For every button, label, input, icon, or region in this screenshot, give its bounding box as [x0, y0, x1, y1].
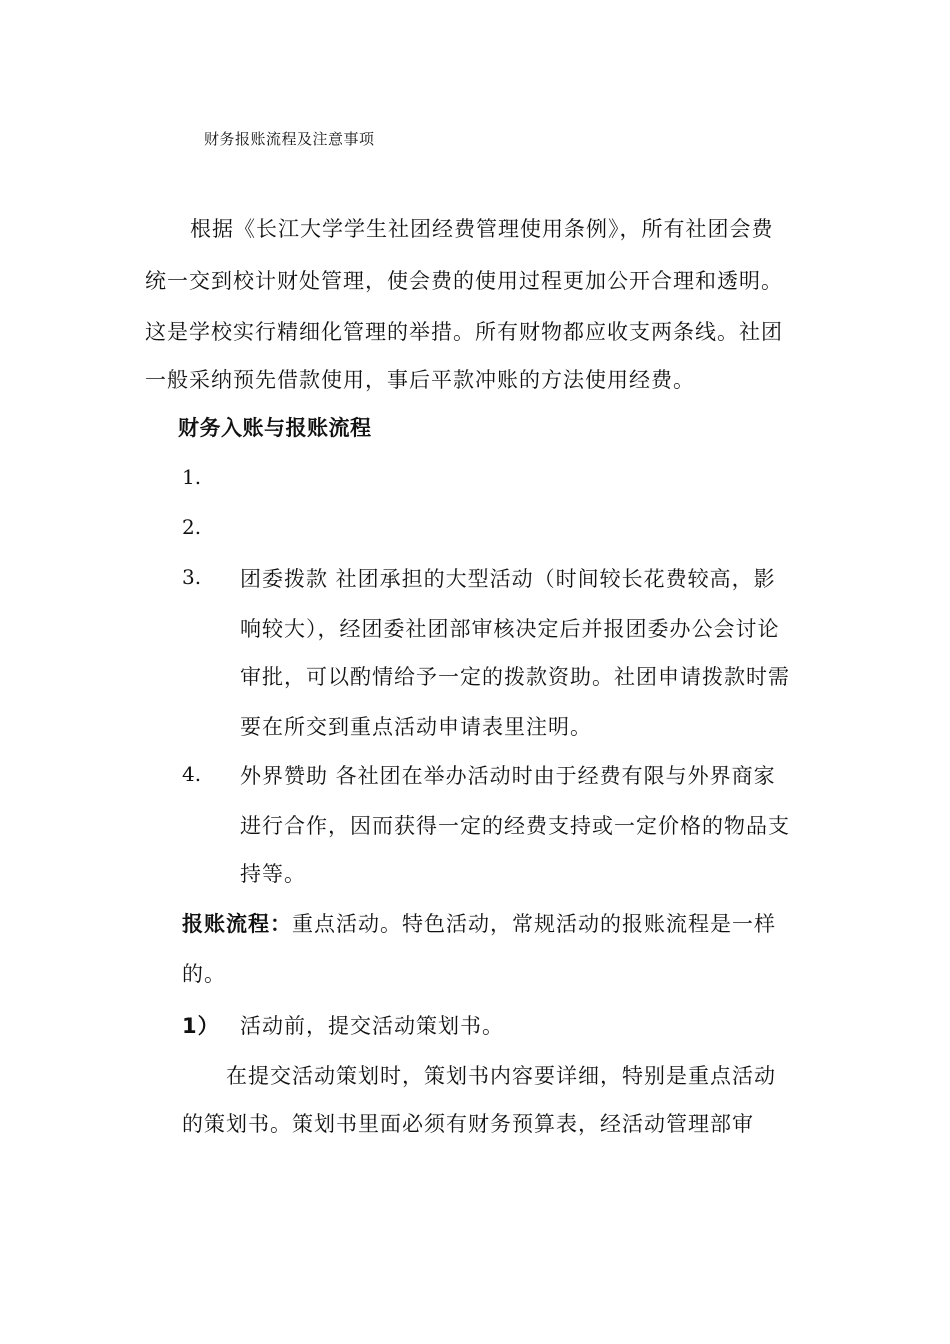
reimburse-label: 报账流程： — [182, 912, 292, 936]
step-1-text: 活动前，提交活动策划书。 — [240, 1014, 504, 1038]
step-1-body-line-2: 的策划书。策划书里面必须有财务预算表，经活动管理部审 — [182, 1112, 754, 1136]
reimburse-line-2: 的。 — [182, 962, 226, 986]
item-number-2: 2. — [182, 515, 202, 539]
item-4-line-1: 外界赞助 各社团在举办活动时由于经费有限与外界商家 — [240, 764, 776, 788]
item-3-line-3: 审批，可以酌情给予一定的拨款资助。社团申请拨款时需 — [240, 665, 790, 689]
intro-line-4: 一般采纳预先借款使用，事后平款冲账的方法使用经费。 — [145, 368, 695, 392]
section-heading: 财务入账与报账流程 — [178, 416, 372, 440]
step-1-body-line-1: 在提交活动策划时，策划书内容要详细，特别是重点活动 — [226, 1064, 776, 1088]
intro-line-3: 这是学校实行精细化管理的举措。所有财物都应收支两条线。社团 — [145, 320, 783, 344]
intro-line-2: 统一交到校计财处管理，使会费的使用过程更加公开合理和透明。 — [145, 269, 783, 293]
reimburse-text: 重点活动。特色活动，常规活动的报账流程是一样 — [292, 912, 776, 936]
item-3-line-2: 响较大），经团委社团部审核决定后并报团委办公会讨论 — [240, 617, 780, 641]
item-number-3: 3. — [182, 565, 202, 589]
intro-line-1: 根据《长江大学学生社团经费管理使用条例》，所有社团会费 — [190, 217, 774, 241]
item-4-line-2: 进行合作，因而获得一定的经费支持或一定价格的物品支 — [240, 814, 790, 838]
item-3-line-4: 要在所交到重点活动申请表里注明。 — [240, 715, 592, 739]
reimburse-line-1 — [182, 908, 776, 938]
document-title: 财务报账流程及注意事项 — [204, 130, 375, 148]
item-3-line-1: 团委拨款 社团承担的大型活动（时间较长花费较高，影 — [240, 567, 776, 591]
item-number-1: 1. — [182, 465, 202, 489]
item-number-4: 4. — [182, 762, 202, 786]
item-4-line-3: 持等。 — [240, 862, 306, 886]
step-1-number: 1） — [182, 1014, 220, 1038]
